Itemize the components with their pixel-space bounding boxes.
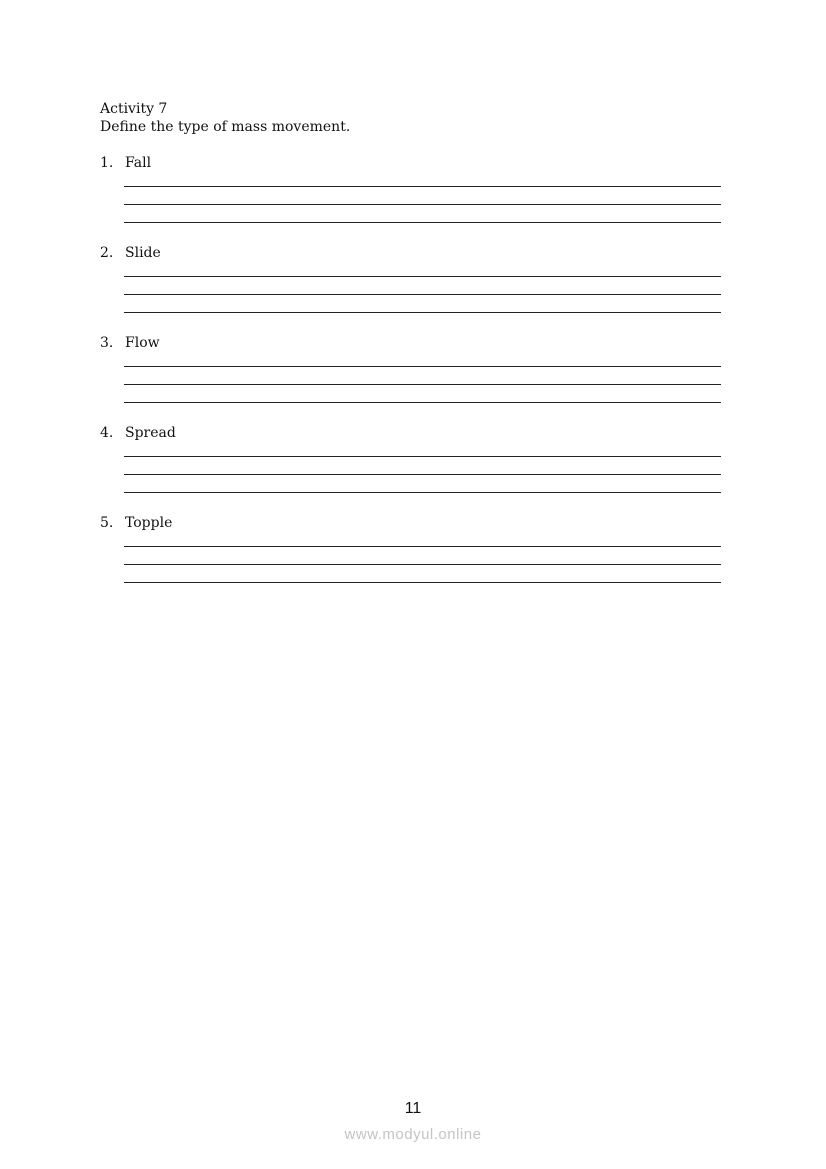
answer-line[interactable] bbox=[124, 456, 721, 457]
watermark: www.modyul.online bbox=[344, 1126, 482, 1143]
answer-line[interactable] bbox=[124, 222, 721, 223]
question-term: Fall bbox=[125, 155, 152, 171]
question-term: Topple bbox=[125, 515, 173, 531]
answer-line[interactable] bbox=[124, 312, 721, 313]
page-number: 11 bbox=[404, 1100, 422, 1117]
question-number: 5. bbox=[100, 515, 114, 531]
question-item-fall bbox=[100, 154, 721, 244]
activity-instruction: Define the type of mass movement. bbox=[100, 119, 351, 135]
answer-line[interactable] bbox=[124, 474, 721, 475]
answer-line[interactable] bbox=[124, 204, 721, 205]
question-label bbox=[100, 154, 151, 172]
answer-line[interactable] bbox=[124, 186, 721, 187]
question-list bbox=[100, 154, 721, 604]
answer-line[interactable] bbox=[124, 276, 721, 277]
answer-line[interactable] bbox=[124, 546, 721, 547]
question-label bbox=[100, 334, 160, 352]
question-term: Flow bbox=[125, 335, 160, 351]
question-number: 3. bbox=[100, 335, 114, 351]
activity-title: Activity 7 bbox=[100, 101, 168, 117]
answer-line[interactable] bbox=[124, 564, 721, 565]
answer-line[interactable] bbox=[124, 582, 721, 583]
activity-heading bbox=[100, 100, 350, 136]
question-term: Spread bbox=[125, 425, 176, 441]
question-label bbox=[100, 424, 176, 442]
question-term: Slide bbox=[125, 245, 161, 261]
question-number: 4. bbox=[100, 425, 114, 441]
question-number: 2. bbox=[100, 245, 114, 261]
answer-line[interactable] bbox=[124, 384, 721, 385]
question-item-flow bbox=[100, 334, 721, 424]
answer-line[interactable] bbox=[124, 294, 721, 295]
question-label bbox=[100, 514, 172, 532]
question-number: 1. bbox=[100, 155, 114, 171]
answer-line[interactable] bbox=[124, 402, 721, 403]
question-item-topple bbox=[100, 514, 721, 604]
question-label bbox=[100, 244, 161, 262]
answer-line[interactable] bbox=[124, 366, 721, 367]
question-item-slide bbox=[100, 244, 721, 334]
question-item-spread bbox=[100, 424, 721, 514]
answer-line[interactable] bbox=[124, 492, 721, 493]
